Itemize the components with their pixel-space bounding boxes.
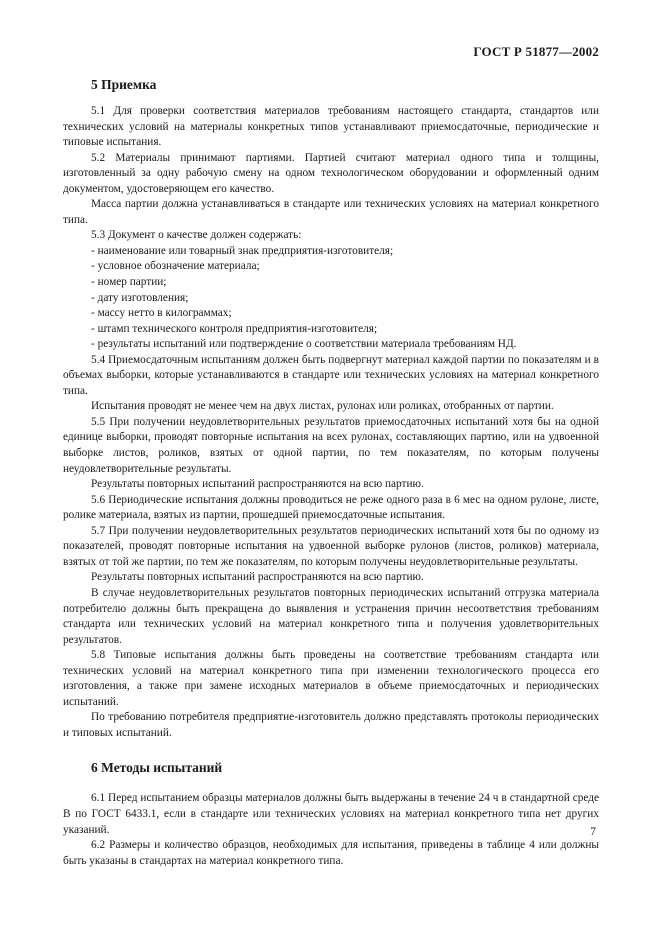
list-item: - штамп технического контроля предприятия-изготовителя;	[91, 322, 378, 335]
paragraph-6-1: 6.1 Перед испытанием образцы материалов должны быть выдержаны в течение 24 ч в стандартной среде В по ГОСТ 6433.1, если в стандарте или технических условиях на материал конкретного типа нет других указаний.	[63, 792, 599, 836]
paragraph-6-2: 6.2 Размеры и количество образцов, необходимых для испытания, приведены в таблице 4 или должны быть указаны в стандартах на материал конкретного типа.	[63, 839, 599, 867]
list-item: - результаты испытаний или подтверждение о соответствии материала требованиям НД.	[91, 338, 517, 351]
paragraph-5-6: 5.6 Периодические испытания должны проводиться не реже одного раза в 6 мес на одном рулоне, листе, ролике материала, взятых из партии, прошедшей приемосдаточные испытания.	[63, 493, 599, 522]
page-number: 7	[590, 826, 596, 838]
section-6-heading: 6 Методы испытаний	[91, 760, 223, 776]
page-body	[63, 76, 599, 869]
paragraph-testing-sample: Испытания проводят не менее чем на двух листах, рулонах или роликах, отобранных от партии.	[91, 400, 554, 413]
standard-designation: ГОСТ Р 51877—2002	[473, 44, 599, 59]
list-item: - наименование или товарный знак предприятия-изготовителя;	[91, 244, 394, 257]
list-item: - массу нетто в килограммах;	[91, 307, 232, 320]
list-item: - условное обозначение материала;	[91, 260, 260, 273]
paragraph-5-1: 5.1 Для проверки соответствия материалов требованиям настоящего стандарта, стандартов или технических условий на материалы конкретных типов устанавливают приемосдаточные, периодические и типовые испытания.	[63, 105, 599, 149]
paragraph-5-8: 5.8 Типовые испытания должны быть проведены на соответствие требованиям стандарта или технических условий на материал конкретного типа при изменении технологического процесса его изготовления, а также при замене исходных материалов в объеме приемосдаточных и периодических испытаний.	[63, 649, 599, 708]
section-5-heading: 5 Приемка	[91, 77, 157, 92]
paragraph-5-7: 5.7 При получении неудовлетворительных результатов периодических испытаний хотя бы по одному из показателей, проводят повторные испытания на удвоенной выборке рулонов (листов, роликов) материала, взятых от той же партии, по тем же показателям, по которым получены неудовлетворительные результаты.	[63, 524, 599, 568]
paragraph-batch-mass: Масса партии должна устанавливаться в стандарте или технических условиях на материал конкретного типа.	[63, 198, 599, 226]
paragraph-retest-results: Результаты повторных испытаний распространяются на всю партию.	[91, 478, 424, 491]
paragraph-retest-results-2: Результаты повторных испытаний распространяются на всю партию.	[91, 571, 424, 584]
paragraph-5-5: 5.5 При получении неудовлетворительных результатов приемосдаточных испытаний хотя бы на одной единице выборки, проводят повторные испытания на всех рулонах, составляющих партию, или на удвоенной выборке листов, роликов, взятых от одной партии, по тем показателям, по которым получены неудовлетворительные результаты.	[63, 415, 599, 475]
list-item: - дату изготовления;	[91, 291, 189, 304]
quality-document-list	[63, 244, 599, 353]
list-item: - номер партии;	[91, 276, 167, 289]
paragraph-5-2: 5.2 Материалы принимают партиями. Партией считают материал одного типа и толщины, изготовленный за одну рабочую смену на одном технологическом оборудовании и оформленный одним документом, удостоверяющем его качество.	[63, 151, 599, 195]
paragraph-5-3: 5.3 Документ о качестве должен содержать:	[91, 229, 302, 242]
paragraph-5-4: 5.4 Приемосдаточным испытаниям должен быть подвергнут материал каждой партии по показателям и в объемах выборки, которые устанавливаются в стандарте или технических условиях на материал конкретного типа.	[63, 353, 599, 397]
paragraph-shipment-stop: В случае неудовлетворительных результатов повторных периодических испытаний отгрузка материала потребителю должны быть прекращена до выявления и устранения причин несоответствия требованиям стандарта или технических условий на материал конкретного типа и получения удовлетворительных результатов.	[63, 586, 599, 646]
paragraph-protocols: По требованию потребителя предприятие-изготовитель должно представлять протоколы периодических и типовых испытаний.	[63, 711, 599, 739]
